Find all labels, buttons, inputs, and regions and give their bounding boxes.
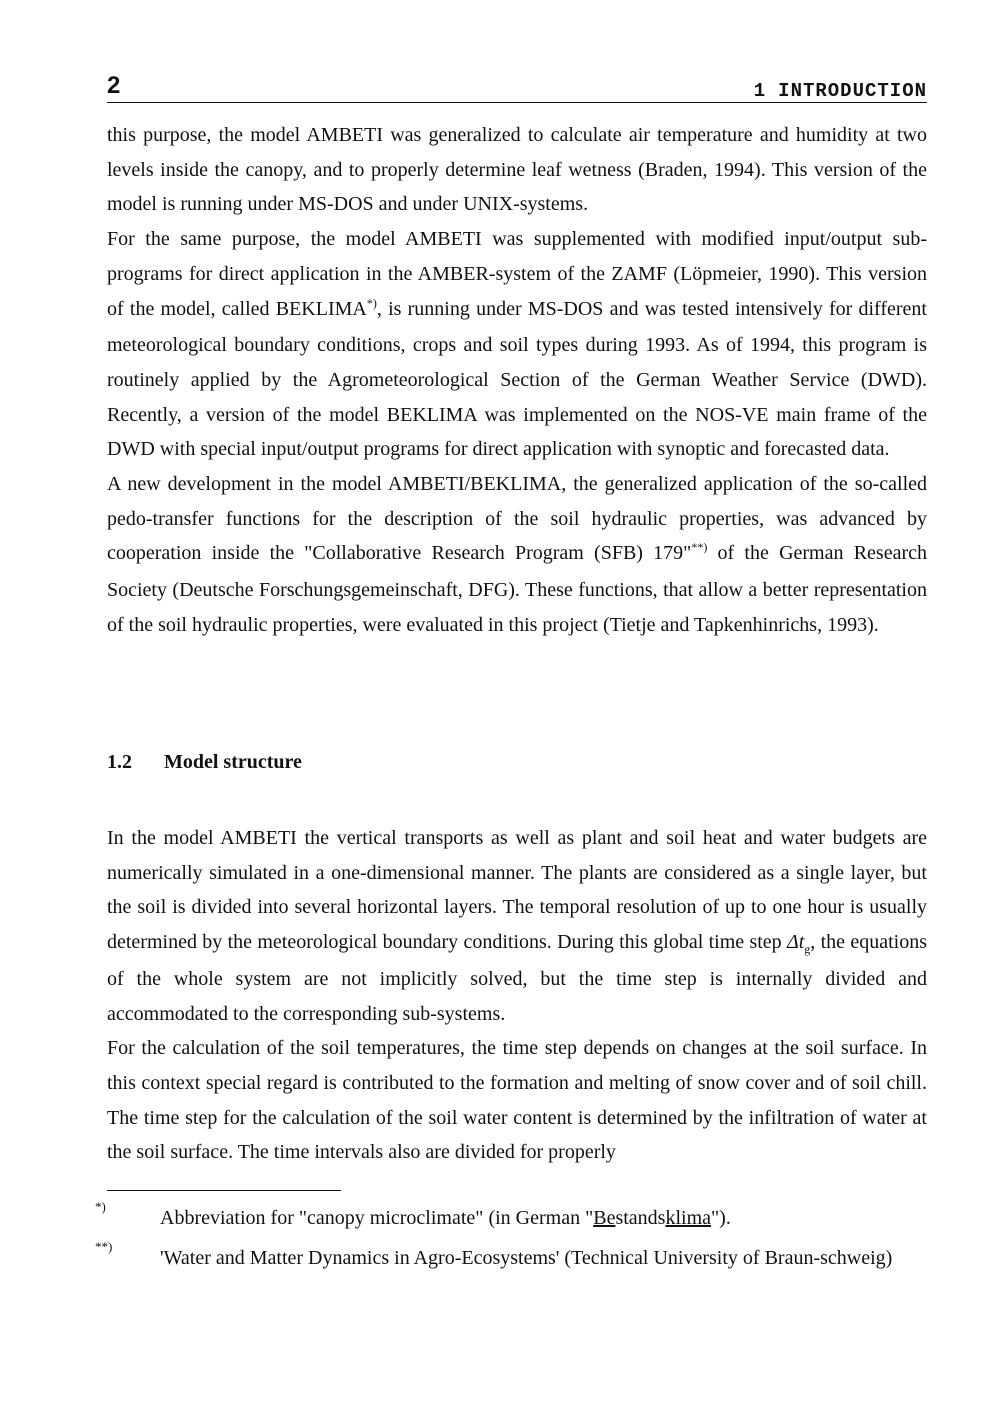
section-title: Model structure	[164, 751, 302, 773]
paragraph: this purpose, the model AMBETI was generalized to calculate air temperature and humidity at two levels inside the canopy, and to properly determine leaf wetness (Braden, 1994). This version of the model is running under MS-DOS and under UNIX-systems.	[107, 124, 927, 216]
paragraph-text: , is running under MS-DOS and was tested intensively for different meteorological boundary conditions, crops and soil types during 1993. As of 1994, this program is routinely applied by the Agrometeorological Section of the German Weather Service (DWD). Recently, a version of the model BEKLIMA was implemented on the NOS-VE main frame of the DWD with special input/output programs for direct application with synoptic and forecasted data.	[107, 297, 927, 461]
footnote-marker: **)	[95, 1239, 113, 1254]
running-head	[754, 80, 927, 102]
paragraph: For the calculation of the soil temperatures, the time step depends on changes at the soil surface. In this context special regard is contributed to the formation and melting of snow cover and of soil chill. The time step for the calculation of the soil water content is determined by the infiltration of water at the soil surface. The time intervals also are divided for properly	[107, 1037, 927, 1164]
footnote-text: Abbreviation for "canopy microclimate" (in German "Bestandsklima").	[160, 1207, 731, 1229]
section-heading	[107, 751, 302, 774]
time-step-symbol: Δt	[786, 931, 805, 954]
paragraph-text: , the equations of the whole system are not implicitly solved, but the time step is internally divided and accommodated to the corresponding sub-systems.	[107, 931, 927, 1025]
paragraph-text: In the model AMBETI the vertical transports as well as plant and soil heat and water budgets are numerically simulated in a one-dimensional manner. The plants are considered as a single layer, but the soil is divided into several horizontal layers. The temporal resolution of up to one hour is usually determined by the meteorological boundary conditions. During this global time step	[107, 827, 927, 954]
footnote-marker: *)	[95, 1199, 106, 1214]
footnote-ref-1: *)	[366, 295, 377, 310]
paragraph	[107, 467, 927, 643]
footnote-text: 'Water and Matter Dynamics in Agro-Ecosystems' (Technical University of Braun-schweig)	[160, 1247, 893, 1269]
footnote-rule	[107, 1190, 341, 1191]
paragraph-text: For the same purpose, the model AMBETI was supplemented with modified input/output sub-programs for direct application in the AMBER-system of the ZAMF (Löpmeier, 1990). This version of the model, called BEKLIMA	[107, 228, 927, 320]
chapter-number: 1	[753, 80, 767, 102]
paragraph-text: A new development in the model AMBETI/BEKLIMA, the generalized application of the so-called pedo-transfer functions for the description of the soil hydraulic properties, was advanced by cooperation inside the "Collaborative Research Program (SFB) 179"	[107, 473, 927, 565]
paragraph	[107, 821, 927, 1031]
chapter-title: INTRODUCTION	[778, 80, 927, 102]
page-header	[107, 72, 927, 103]
section-number: 1.2	[107, 751, 132, 773]
section-body-text	[107, 821, 927, 1170]
page-number: 2	[107, 72, 121, 99]
time-step-subscript: g	[804, 942, 811, 957]
footnote-ref-2: **)	[691, 540, 708, 555]
paragraph	[107, 222, 927, 467]
paragraph-text: of the German Research Society (Deutsche Forschungsgemeinschaft, DFG). These functions, that allow a better representation of the soil hydraulic properties, were evaluated in this project (Tietje and Tapkenhinrichs, 1993).	[107, 542, 927, 636]
body-text	[107, 118, 927, 643]
